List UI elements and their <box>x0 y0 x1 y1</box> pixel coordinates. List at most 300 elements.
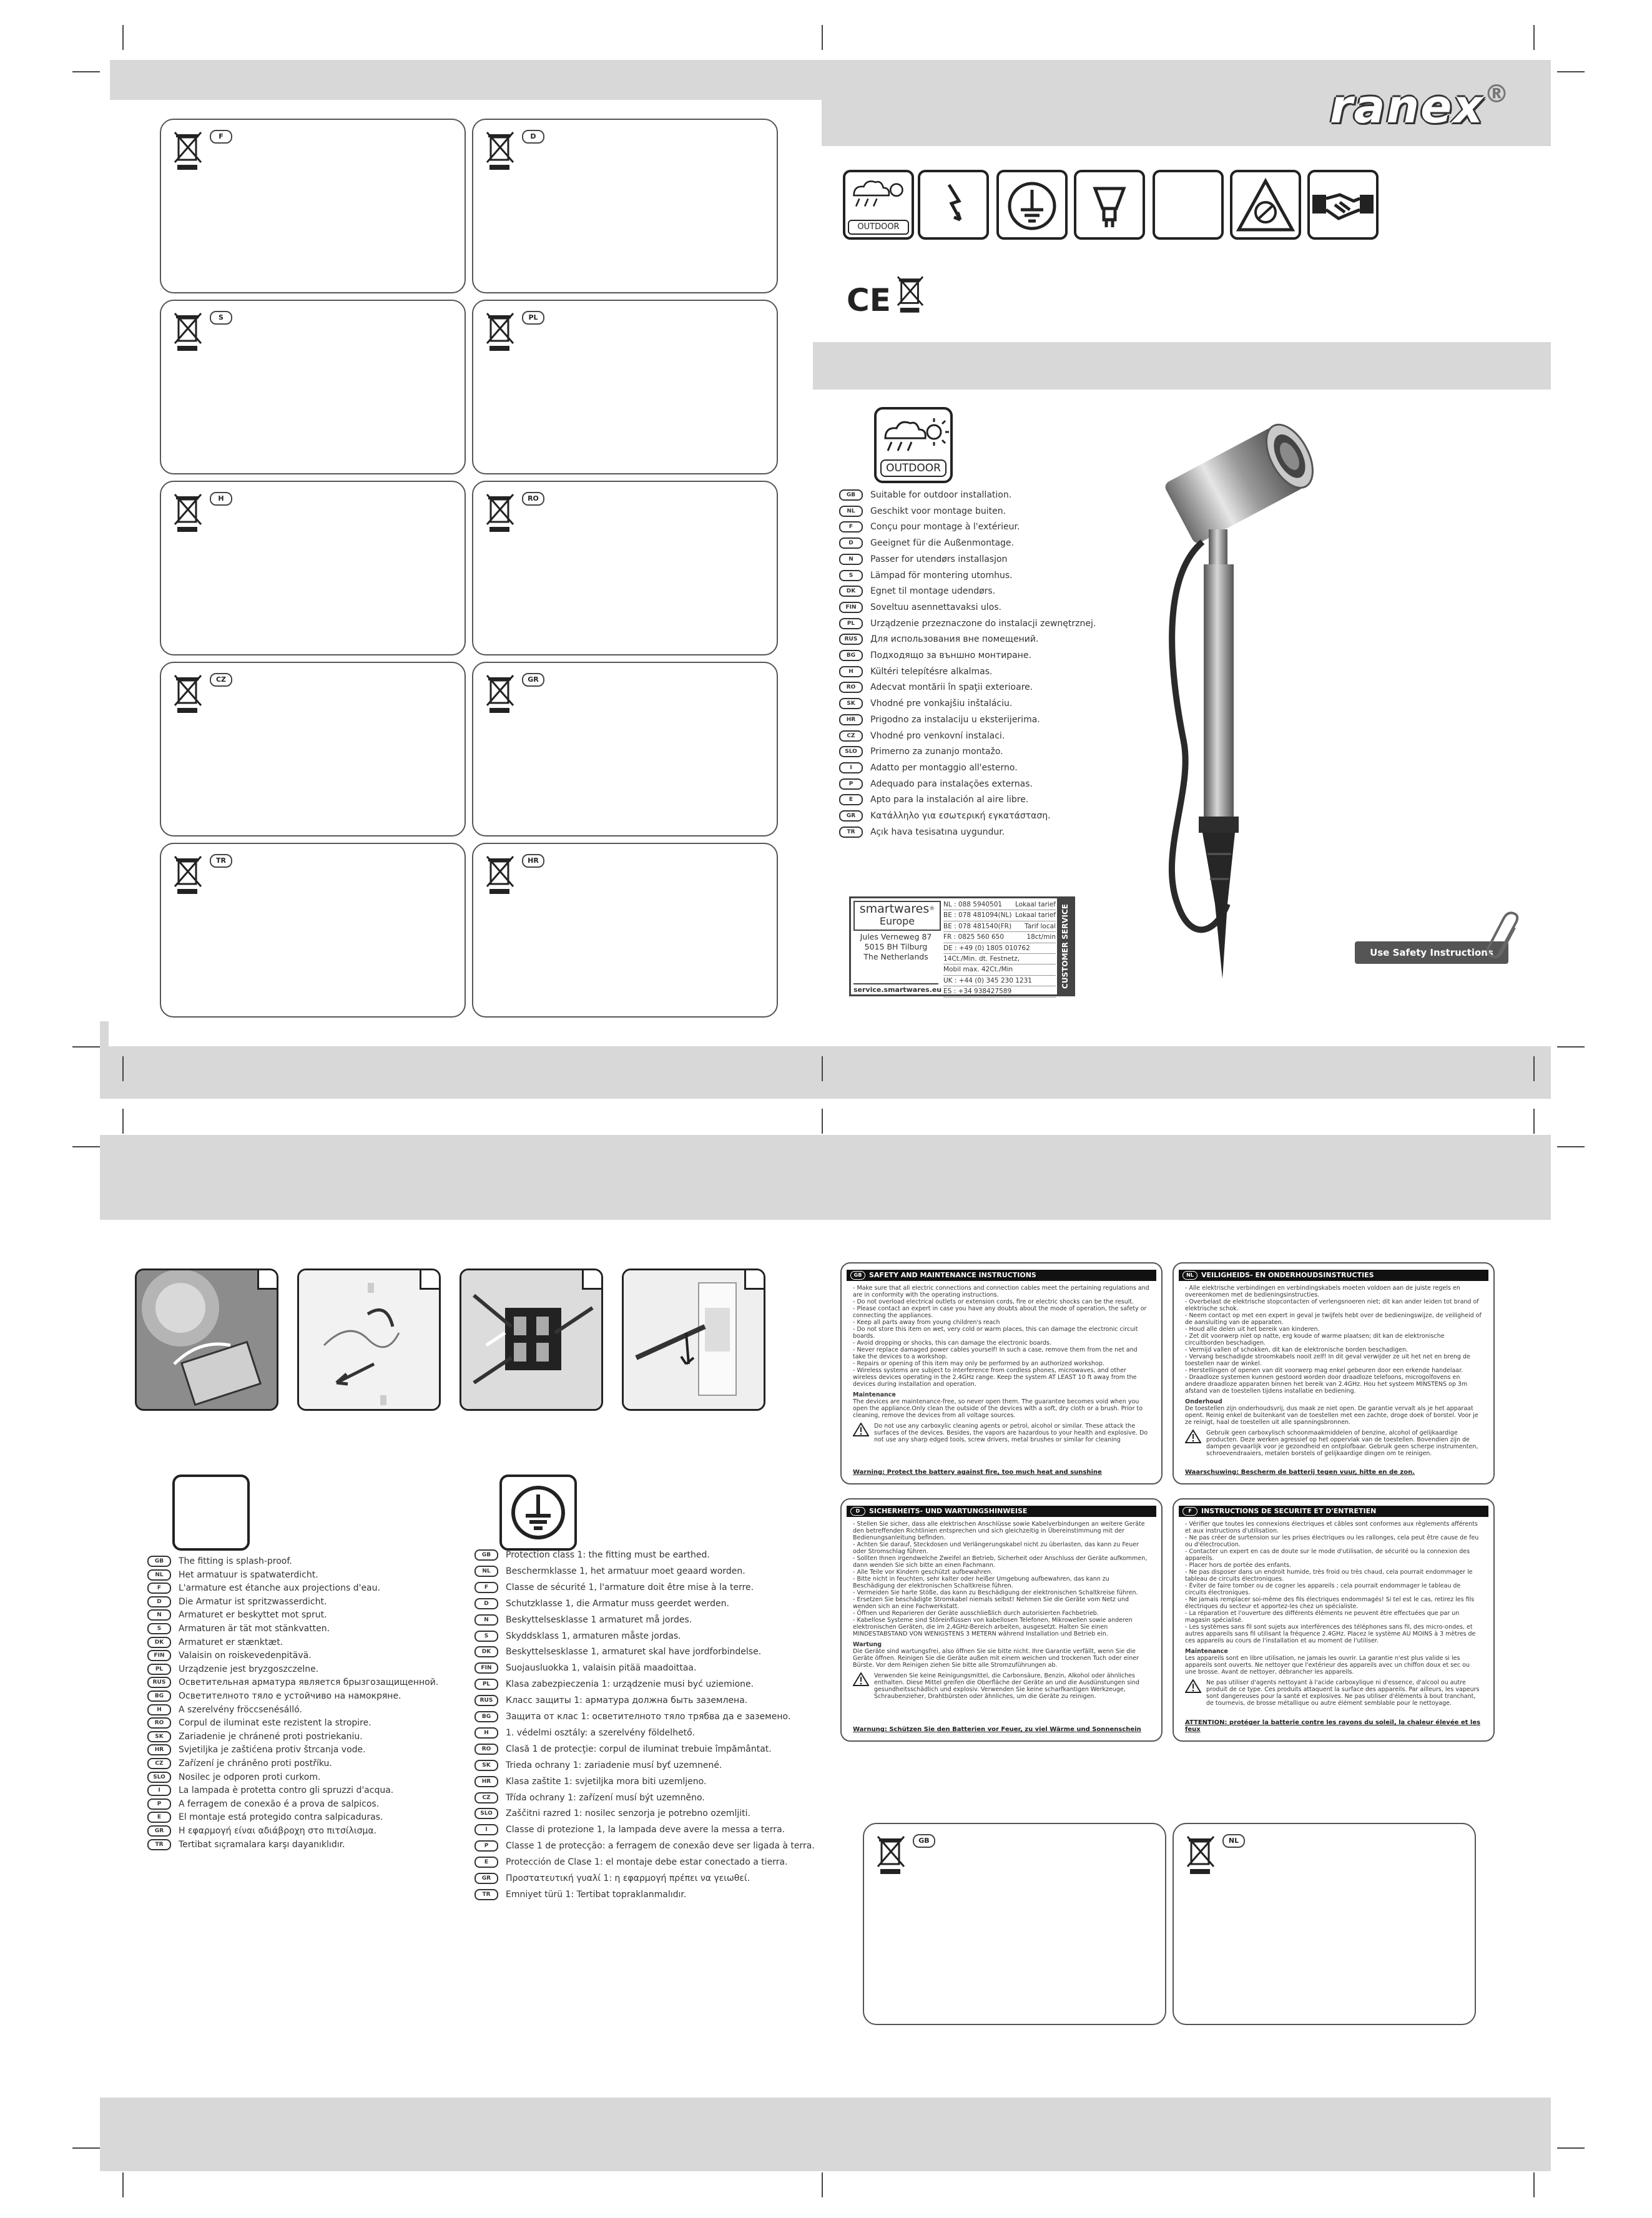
country-code-badge: F <box>210 130 232 144</box>
splash-list-item <box>147 1636 283 1649</box>
language-code-badge: TR <box>474 1889 498 1900</box>
language-code-badge: I <box>474 1824 498 1835</box>
phone-number: BE : 078 481540(FR) <box>943 922 1012 930</box>
list-item-text: Κατάλληλο για εσωτερική εγκατάσταση. <box>870 811 1051 821</box>
maintenance-title: Maintenance <box>853 1391 896 1398</box>
splash-list-item <box>147 1581 380 1595</box>
list-item-text: The fitting is splash-proof. <box>179 1556 292 1566</box>
outdoor-list-item <box>839 665 993 679</box>
splash-proof-icon <box>172 1475 250 1551</box>
safety-panel <box>840 1498 1163 1742</box>
class1-list-item <box>474 1872 750 1885</box>
safety-bullet: - Vérifier que toutes les connexions électriques et câbles sont conformes aux règlements afférents et aux instructions d'utilisation. <box>1185 1521 1478 1534</box>
safety-bullet: - Avoid dropping or shocks, this can damage the electronic boards. <box>853 1340 1052 1347</box>
list-item-text: Zařízení je chráněno proti postříku. <box>179 1759 332 1769</box>
battery-warning: ATTENTION: protéger la batterie contre les rayons du soleil, la chaleur élevée et les feux <box>1185 1719 1481 1733</box>
phone-tariff: 18ct/min <box>1026 933 1056 941</box>
phone-number: ES : +34 938427589 <box>943 988 1012 996</box>
language-code-badge: RO <box>474 1744 498 1755</box>
safety-bullet: - Vermeiden Sie harte Stöße, das kann zu Beschädigung der elektronischen Schaltkreise führen. <box>853 1589 1138 1596</box>
icon-label: OUTDOOR <box>848 220 909 235</box>
list-item-text: Corpul de iluminat este rezistent la stropire. <box>179 1718 371 1729</box>
phone-tariff: Tarif local <box>1025 922 1056 930</box>
list-item-text: Classe de sécurité 1, l'armature doit être mise à la terre. <box>506 1582 754 1592</box>
list-item-text: Adecvat montării în spaţii exterioare. <box>870 682 1033 693</box>
install-step-photo-4 <box>622 1268 765 1411</box>
country-code-badge: RO <box>522 492 544 506</box>
crop-mark <box>122 1056 124 1081</box>
maintenance-text: The devices are maintenance-free, so never open them. The guarantee becomes void when you open the appliance.Only clean the outside of the devices with a soft, dry cloth or a brush. Prior to cleaning, remove the devices from all voltage sources. <box>853 1398 1143 1419</box>
language-code-badge: D <box>839 537 863 549</box>
list-item-text: Для использования вне помещений. <box>870 634 1039 645</box>
weee-panel <box>160 481 466 655</box>
safety-bullet: - Draadloze systemen kunnen gestoord worden door draadloze telefoons, microgolfovens en andere draadloze apparaten binnen het bereik van 2.4GHz. Hou het systeem MINSTENS op 3m afstand van de toestellen tijdens installatie en bediening. <box>1185 1374 1468 1395</box>
language-code-badge: HR <box>839 714 863 725</box>
crop-mark <box>1557 1046 1585 1048</box>
list-item-text: Класс защиты 1: арматура должна быть заземлена. <box>506 1695 748 1706</box>
maintenance-title: Maintenance <box>1185 1648 1228 1655</box>
service-phone-row <box>943 964 1056 975</box>
outdoor-list-item <box>839 552 1007 566</box>
class1-list-item <box>474 1564 745 1578</box>
splash-list-item <box>147 1838 345 1852</box>
list-item-text: Skyddsklass 1, armaturen måste jordas. <box>506 1631 681 1641</box>
list-item-text: Zaščitni razred 1: nosilec senzorja je potrebno ozemljiti. <box>506 1808 750 1819</box>
class1-list-item <box>474 1855 788 1869</box>
country-code-badge: HR <box>522 854 544 868</box>
safety-bullet: - Zet dit voorwerp niet op natte, erg koude of warme plaatsen; dit kan de elektronische circuitborden beschadigen. <box>1185 1333 1445 1347</box>
phone-number: NL : 088 5940501 <box>943 901 1003 908</box>
safety-bullet: - Repairs or opening of this item may only be performed by an authorized workshop. <box>853 1360 1104 1367</box>
list-item-text: Prigodno za instalaciju u eksterijerima. <box>870 714 1040 725</box>
warning-triangle-icon <box>1185 1430 1201 1443</box>
splash-list-item <box>147 1770 320 1784</box>
earth-ground-icon <box>996 170 1068 240</box>
language-code-badge: F <box>839 521 863 532</box>
weee-bin-icon <box>486 312 514 352</box>
safety-bullet: - Please contact an expert in case you have any doubts about the mode of operation, the safety or connecting the appliances. <box>853 1305 1147 1319</box>
language-code-badge: CZ <box>474 1792 498 1803</box>
splash-list-item <box>147 1689 401 1703</box>
weee-panel <box>472 481 778 655</box>
language-code-badge: P <box>839 778 863 790</box>
language-code-badge: CZ <box>147 1758 171 1769</box>
list-item-text: Třída ochrany 1: zařízení musí být uzemněno. <box>506 1792 705 1803</box>
phone-number: Mobil max. 42Ct./Min <box>943 966 1013 974</box>
class1-list-item <box>474 1807 750 1820</box>
service-website[interactable]: service.smartwares.eu <box>853 983 938 994</box>
service-phone-row <box>943 943 1056 954</box>
safety-bullet: - Éviter de faire tomber ou de cogner les appareils ; cela pourrait endommager le tableau de circuits électroniques. <box>1185 1583 1461 1596</box>
service-phone-row <box>943 921 1056 932</box>
language-code-badge: HR <box>147 1744 171 1755</box>
protection-class-1-icon <box>499 1475 577 1551</box>
install-step-photo-1 <box>135 1268 278 1411</box>
language-code-badge: H <box>147 1704 171 1715</box>
weee-bin-icon <box>174 855 202 895</box>
class1-list-item <box>474 1888 686 1901</box>
safety-bullet: - Kabellose Systeme sind Störeinflüssen von kabellosen Telefonen, Mikrowellen sowie anderen elektronischen Geräten, die im 2,4GHz-Bereich arbeiten, ausgesetzt. Halten Sie einen MINDESTABSTAND VON WENIGSTENS 3 METERN während Installation und Betrieb ein. <box>853 1617 1133 1637</box>
safety-panel-body <box>853 1285 1150 1443</box>
outdoor-list-item <box>839 488 1011 502</box>
list-item-text: Vhodné pro venkovní instalaci. <box>870 730 1005 741</box>
list-item-text: A ferragem de conexão é a prova de salpicos. <box>179 1798 380 1809</box>
language-code-badge: PL <box>474 1679 498 1690</box>
crop-mark <box>1533 2172 1535 2197</box>
safety-bullet: - Vervang beschadigde stroomkabels nooit zelf! In dit geval verwijder ze uit het net en breng de toestellen naar de winkel. <box>1185 1353 1470 1367</box>
safety-panel-title: SAFETY AND MAINTENANCE INSTRUCTIONS <box>869 1271 1036 1279</box>
list-item-text: Açık hava tesisatına uygundur. <box>870 827 1005 837</box>
warning-triangle-icon <box>853 1423 869 1436</box>
weee-panel <box>160 119 466 293</box>
spotlight-product-image <box>1134 417 1371 991</box>
list-item-text: Trieda ochrany 1: zariadenie musí byť uzemnené. <box>506 1760 722 1770</box>
outdoor-list-item <box>839 713 1040 727</box>
language-code-badge: S <box>147 1623 171 1634</box>
weee-bin-icon <box>486 855 514 895</box>
service-phone-row <box>943 932 1056 943</box>
language-code-badge: D <box>474 1598 498 1609</box>
class1-list-item <box>474 1629 681 1643</box>
safety-bullet: - Wireless systems are subject to interference from cordless phones, microwaves, and other wireless devices operating in the 2.4GHz range. Keep the system AT LEAST 10 ft away from the devices during installation and operation. <box>853 1367 1137 1388</box>
list-item-text: Suitable for outdoor installation. <box>870 490 1012 500</box>
language-code-badge: FIN <box>839 602 863 613</box>
list-item-text: Zariadenie je chránené proti postriekaniu. <box>179 1731 363 1742</box>
crop-mark <box>822 1109 823 1134</box>
list-item-text: Beschermklasse 1, het armatuur moet geaard worden. <box>506 1566 745 1576</box>
list-item-text: Осветителното тяло е устойчиво на намокряне. <box>179 1691 401 1701</box>
list-item-text: Het armatuur is spatwaterdicht. <box>179 1569 318 1580</box>
list-item-text: Klasa zaštite 1: svjetiljka mora biti uzemljeno. <box>506 1776 707 1787</box>
language-code-badge: TR <box>147 1839 171 1850</box>
list-item-text: Protection class 1: the fitting must be earthed. <box>506 1550 710 1560</box>
splash-list-item <box>147 1595 327 1609</box>
blank-icon <box>1153 170 1224 240</box>
weee-panel <box>472 843 778 1018</box>
language-code-badge: NL <box>474 1566 498 1577</box>
safety-panel-body <box>853 1521 1150 1700</box>
crop-mark <box>1533 1056 1535 1081</box>
list-item-text: Adatto per montaggio all'esterno. <box>870 762 1018 773</box>
maintenance-title: Wartung <box>853 1641 882 1648</box>
language-code-badge: RO <box>839 682 863 693</box>
class1-list-item <box>474 1645 761 1659</box>
bottom-band <box>100 2098 1551 2171</box>
weee-panel <box>160 300 466 474</box>
language-code-badge: NL <box>839 506 863 517</box>
language-code-badge: DK <box>839 586 863 597</box>
outdoor-list-item <box>839 649 1031 662</box>
outdoor-list-item <box>839 777 1033 791</box>
list-item-text: La lampada è protetta contro gli spruzzi d'acqua. <box>179 1785 394 1796</box>
country-code-badge: D <box>522 130 544 144</box>
language-code-badge: F <box>474 1582 498 1593</box>
class1-list-item <box>474 1613 692 1627</box>
service-phone-row <box>943 910 1056 921</box>
class1-list-item <box>474 1710 791 1724</box>
list-item-text: L'armature est étanche aux projections d'eau. <box>179 1583 380 1594</box>
language-code-badge: TR <box>839 827 863 838</box>
outdoor-list-item <box>839 761 1018 775</box>
list-item-text: Beskyttelsesklasse 1, armaturet skal have jordforbindelse. <box>506 1647 762 1657</box>
safety-bullet: - Overbelast de elektrische stopcontacten of verlengsnoeren niet; dit kan ander leiden tot brand of elektrische schok. <box>1185 1298 1479 1312</box>
class1-list-item <box>474 1839 815 1853</box>
splash-list-item <box>147 1743 366 1757</box>
weee-bin-icon <box>174 674 202 714</box>
safety-panel-body <box>1185 1285 1482 1457</box>
language-code-badge: SK <box>839 698 863 709</box>
battery-warning: Waarschuwing: Bescherm de batterij tegen vuur, hitte en de zon. <box>1185 1469 1415 1476</box>
list-item-text: Clasă 1 de protecţie: corpul de iluminat trebuie împământat. <box>506 1744 772 1754</box>
list-item-text: Emniyet türü 1: Tertibat topraklanmalıdır. <box>506 1889 687 1900</box>
splash-list-item <box>147 1649 312 1662</box>
language-code-badge: FIN <box>474 1662 498 1674</box>
language-code-badge: DK <box>147 1637 171 1648</box>
safety-panel-header <box>1179 1270 1488 1281</box>
splash-list-item <box>147 1662 318 1676</box>
crop-mark <box>122 2172 124 2197</box>
safety-panel-title: SICHERHEITS- UND WARTUNGSHINWEISE <box>869 1507 1028 1515</box>
lower-banner <box>100 1135 1551 1220</box>
maintenance-title: Onderhoud <box>1185 1398 1222 1405</box>
safety-panel <box>840 1262 1163 1484</box>
phone-number: BE : 078 481094(NL) <box>943 911 1012 920</box>
language-code-badge: NL <box>147 1569 171 1581</box>
list-item-text: Soveltuu asennettavaksi ulos. <box>870 602 1002 612</box>
safety-bullet: - Alle elektrische verbindingen en verbindingskabels moeten voldoen aan de juiste regels en overeenkomen met de bedieningsinstructies. <box>1185 1285 1460 1298</box>
list-item-text: Geeignet für die Außenmontage. <box>870 538 1014 549</box>
weee-panel <box>472 662 778 837</box>
list-item-text: Classe 1 de protecção: a ferragem de conexão deve ser ligada à terra. <box>506 1841 815 1852</box>
class1-list-item <box>474 1791 705 1805</box>
list-item-text: Vhodné pre vonkajšiu inštaláciu. <box>870 699 1013 709</box>
outdoor-list-item <box>839 632 1038 646</box>
language-code-badge: GB <box>850 1271 865 1280</box>
outdoor-icon <box>843 170 914 240</box>
crop-mark <box>1557 1146 1585 1147</box>
language-code-badge: RUS <box>147 1677 171 1688</box>
safety-panel <box>1173 1262 1495 1484</box>
country-code-badge: H <box>210 492 232 506</box>
list-item-text: Egnet til montage udendørs. <box>870 586 996 597</box>
list-item-text: 1. védelmi osztály: a szerelvény földelhető. <box>506 1727 696 1738</box>
country-code-badge: NL <box>1222 1834 1245 1848</box>
list-item-text: Urządzenie jest bryzgoszczelne. <box>179 1664 319 1674</box>
safety-bullet: - Öffnen und Reparieren der Geräte ausschließlich durch autorisierten Fachbetrieb. <box>853 1610 1099 1617</box>
language-code-badge: GB <box>474 1549 498 1561</box>
language-code-badge: D <box>850 1507 865 1516</box>
splash-list-item <box>147 1703 302 1717</box>
splash-list-item <box>147 1676 438 1689</box>
crop-mark <box>1533 25 1535 50</box>
crop-mark <box>72 2147 100 2149</box>
weee-bin-icon <box>1186 1835 1215 1875</box>
language-code-badge: RO <box>147 1717 171 1729</box>
safety-bullet: - Do not overload electrical outlets or extension cords, fire or electric shocks can be the result. <box>853 1298 1134 1305</box>
language-code-badge: E <box>147 1812 171 1823</box>
phone-number: 14Ct./Min. dt. Festnetz, <box>943 955 1020 963</box>
paperclip-icon <box>1486 911 1523 961</box>
safety-bullet: - Ne jamais remplacer soi-même des fils électriques endommagés! Si tel est le cas, retirez les fils électriques du secteur et apportez-les chez un spécialiste. <box>1185 1596 1475 1610</box>
cloud-sun-rain-icon <box>877 413 950 463</box>
caution-row <box>1185 1430 1482 1457</box>
country-code-badge: GR <box>522 673 544 687</box>
list-item-text: Passer for utendørs installasjon <box>870 554 1008 564</box>
splash-list-item <box>147 1784 393 1797</box>
outdoor-list-item <box>839 584 995 598</box>
weee-bin-icon <box>174 312 202 352</box>
language-code-badge: CZ <box>839 730 863 742</box>
service-phone-row <box>943 954 1056 964</box>
crop-mark <box>72 71 100 72</box>
crop-mark <box>822 25 823 50</box>
outdoor-list-item <box>839 536 1014 550</box>
caution-text: Do not use any carboxylic cleaning agents or petrol, alcohol or similar. These attack the surfaces of the devices. Besides, the vapors are hazardous to your health and explosive. Do not use any sharp edged tools, screw drivers, metal brushes or similar for cleaning <box>874 1423 1148 1443</box>
right-band <box>813 342 1551 390</box>
language-code-badge: DK <box>474 1646 498 1657</box>
safety-bullet: - Ne pas disposer dans un endroit humide, très froid ou très chaud, cela pourrait endommager le tableau de circuits électroniques. <box>1185 1569 1473 1583</box>
language-code-badge: N <box>147 1609 171 1621</box>
safety-panel-header <box>1179 1506 1488 1517</box>
outdoor-list-item <box>839 601 1001 614</box>
list-item-text: Защита от клас 1: осветителното тяло трябва да е заземено. <box>506 1712 791 1722</box>
safety-bullet: - Bitte nicht in feuchten, sehr kalter oder heißer Umgebung aufbewahren, das kann zu Beschädigung der elektronischen Schaltkreise führen. <box>853 1576 1109 1589</box>
language-code-badge: SLO <box>474 1808 498 1819</box>
language-code-badge: I <box>839 762 863 773</box>
list-item-text: Die Armatur ist spritzwasserdicht. <box>179 1596 327 1607</box>
crop-mark <box>122 1109 124 1134</box>
list-item-text: Geschikt voor montage buiten. <box>870 506 1006 516</box>
weee-bin-icon <box>486 493 514 533</box>
language-code-badge: SLO <box>839 746 863 757</box>
earth-ground-icon <box>502 1477 574 1548</box>
maintenance-text: Die Geräte sind wartungsfrei, also öffnen Sie sie bitte nicht. Ihre Garantie verfällt, wenn Sie die Geräte öffnen. Reinigen Sie die Geräte außen mit einem weichen und trockenen Tuch oder einer Bürste. Vor dem Reinigen ziehen Sie bitte alle Stromzuführungen ab. <box>853 1648 1139 1669</box>
list-item-text: Lämpad för montering utomhus. <box>870 570 1013 581</box>
crop-mark <box>72 1046 100 1048</box>
caution-text: Verwenden Sie keine Reinigungsmittel, die Carbonsäure, Benzin, Alkohol oder ähnliches enthalten. Diese Mittel greifen die Oberfläche der Geräte an und die Ausdünstungen sind gesundheitsschädlich und explosiv. Verwenden Sie keine scharfkantigen Werkzeuge, Schraubenzieher, Drahtbürsten oder ähnliches, um die Geräte zu reinigen. <box>874 1672 1139 1700</box>
splash-list-item <box>147 1757 332 1770</box>
service-phone-list <box>943 900 1056 998</box>
class1-list-item <box>474 1823 785 1837</box>
caution-row <box>1185 1679 1482 1707</box>
language-code-badge: GR <box>147 1825 171 1837</box>
language-code-badge: PL <box>839 618 863 629</box>
language-code-badge: SK <box>474 1760 498 1771</box>
safety-bullet: - La réparation et l'ouverture des différents éléments ne peuvent être effectuées que par un magasin spécialisé. <box>1185 1610 1460 1624</box>
country-code-badge: S <box>210 311 232 325</box>
battery-warning: Warnung: Schützen Sie den Batterien vor Feuer, zu viel Wärme und Sonnenschein <box>853 1726 1141 1733</box>
list-item-text: Protección de Clase 1: el montaje debe estar conectado a tierra. <box>506 1857 788 1868</box>
language-code-badge: H <box>474 1727 498 1739</box>
language-code-badge: F <box>1182 1507 1197 1516</box>
safety-bullet: - Neem contact op met een expert in geval je twijfels hebt over de bedieningswijze, de veiligheid of de aansluiting van de apparaten. <box>1185 1312 1482 1326</box>
language-code-badge: FIN <box>147 1650 171 1661</box>
language-code-badge: E <box>474 1857 498 1868</box>
battery-warning: Warning: Protect the battery against fire, too much heat and sunshine <box>853 1469 1102 1476</box>
safety-bullet: - Sollten Ihnen irgendwelche Zweifel an Betrieb, Sicherheit oder Anschluss der Geräte aufkommen, dann wenden Sie sich bitte an einen Fachmann. <box>853 1555 1148 1569</box>
list-item-text: Kültéri telepítésre alkalmas. <box>870 666 993 677</box>
language-code-badge: D <box>147 1596 171 1607</box>
customer-service-box <box>849 896 1075 996</box>
class1-list-item <box>474 1677 754 1691</box>
service-address: Jules Verneweg 87 5015 BH Tilburg The Netherlands <box>860 932 932 961</box>
list-item-text: El montaje está protegido contra salpicaduras. <box>179 1812 383 1823</box>
class1-list-item <box>474 1548 710 1562</box>
list-item-text: A szerelvény fröccsenésálló. <box>179 1704 302 1715</box>
brand-logo: ranex® <box>1330 80 1511 134</box>
outdoor-list-item <box>839 809 1051 823</box>
top-banner-left <box>110 60 822 100</box>
weee-bin-icon <box>174 131 202 171</box>
class1-list-item <box>474 1581 754 1594</box>
safety-bullet: - Herstellingen of openen van dit voorwerp mag enkel gebeuren door een erkende handelaar. <box>1185 1367 1463 1374</box>
safety-panel-header <box>847 1506 1156 1517</box>
country-code-badge: GB <box>913 1834 935 1848</box>
language-code-badge: SK <box>147 1731 171 1742</box>
list-item-text: Προστατευτική γυαλί 1: η εφαρμογή πρέπει να γειωθεί. <box>506 1873 750 1883</box>
splash-list-item <box>147 1622 330 1636</box>
phone-number: UK : +44 (0) 345 230 1231 <box>943 976 1032 984</box>
language-code-badge: RUS <box>839 634 863 645</box>
weee-bin-icon <box>174 493 202 533</box>
outdoor-list-item <box>839 680 1033 694</box>
safety-bullet: - Vermijd vallen of schokken, dit kan de elektronische borden beschadigen. <box>1185 1347 1408 1353</box>
language-code-badge: N <box>839 554 863 565</box>
phone-number: DE : +49 (0) 1805 010762 <box>943 944 1030 952</box>
use-safety-instructions-tag: Use Safety Instructions <box>1355 941 1508 964</box>
crop-mark <box>822 1056 823 1081</box>
class1-list-item <box>474 1694 747 1707</box>
language-code-badge: GB <box>839 489 863 501</box>
crop-mark <box>1533 1109 1535 1134</box>
list-item-text: Apto para la instalación al aire libre. <box>870 795 1029 805</box>
weee-bin-icon <box>877 1835 905 1875</box>
language-code-badge: F <box>147 1583 171 1594</box>
safety-bullet: - Les systèmes sans fil sont sujets aux interférences des téléphones sans fil, des micro-ondes, et autres appareils sans fil utilisant la fréquence 2.4GHz. Placez le système AU MOINS à 3 mètres de ces appareils au cours de l'installation et au moment de l'utiliser. <box>1185 1624 1476 1644</box>
class1-list-item <box>474 1742 772 1756</box>
country-code-badge: TR <box>210 854 232 868</box>
language-code-badge: HR <box>474 1776 498 1787</box>
crop-mark <box>72 1146 100 1147</box>
safety-panel-title: VEILIGHEIDS- EN ONDERHOUDSINSTRUCTIES <box>1201 1271 1374 1279</box>
maintenance-text: De toestellen zijn onderhoudsvrij, dus maak ze niet open. De garantie vervalt als je het apparaat opent. Reinig enkel de buitenkant van de toestellen met een zachte, droge doek of borstel. Voor je ze reinigt, haal de toestellen uit alle spanningsbronnen. <box>1185 1405 1478 1426</box>
language-code-badge: BG <box>147 1690 171 1702</box>
splash-list-item <box>147 1608 327 1622</box>
list-item-text: Urządzenie przeznaczone do instalacji zewnętrznej. <box>870 618 1096 629</box>
list-item-text: Nosilec je odporen proti curkom. <box>179 1772 321 1782</box>
language-code-badge: I <box>147 1785 171 1796</box>
language-code-badge: BG <box>474 1711 498 1722</box>
caution-text: Gebruik geen carboxylisch schoonmaakmiddelen of benzine, alcohol of gelijkaardige producten. Deze werken agressief op het oppervlak van de toestellen. Bovendien zijn de dampen gevaarlijk voor je gezondheid en ontplofbaar. Gebruik geen scherpe instrumenten, schroevendraaiers, metalen borstels of gelijkaardige dingen om te reinigen. <box>1206 1430 1478 1457</box>
crop-mark <box>122 25 124 50</box>
list-item-text: Primerno za zunanjo montažo. <box>870 747 1003 757</box>
outdoor-label: OUTDOOR <box>880 459 946 477</box>
caution-text: Ne pas utiliser d'agents nettoyant à l'acide carboxylique ni d'essence, d'alcool ou autre produit de ce type. Ces produits attaquent la surface des appareils. Par ailleurs, les vapeurs sont dangereuses pour la santé et explosives. Ne pas utiliser d'éléments à bout tranchant, de tournevis, de brosse métallique ou autre élément semblable pour le nettoyage. <box>1206 1679 1480 1707</box>
language-code-badge: S <box>839 570 863 581</box>
splash-list-item <box>147 1810 383 1824</box>
language-code-badge: H <box>839 666 863 677</box>
service-phone-row <box>943 976 1056 986</box>
splash-list-item <box>147 1716 371 1730</box>
language-code-badge: BG <box>839 650 863 661</box>
safety-bullet: - Stellen Sie sicher, dass alle elektrischen Anschlüsse sowie Kabelverbindungen an weitere Geräte den betreffenden Richtlinien entsprechen und sich gleichzeitig in Übereinstimmung mit der Bedienungsanleitung befinden. <box>853 1521 1145 1541</box>
weee-bin-icon <box>897 275 924 315</box>
weee-panel <box>1173 1823 1476 2025</box>
safety-bullet: - Placer hors de portée des enfants. <box>1185 1562 1292 1569</box>
class1-list-item <box>474 1759 722 1772</box>
safety-panel-title: INSTRUCTIONS DE SECURITE ET D'ENTRETIEN <box>1201 1507 1377 1515</box>
outdoor-list-item <box>839 729 1005 743</box>
